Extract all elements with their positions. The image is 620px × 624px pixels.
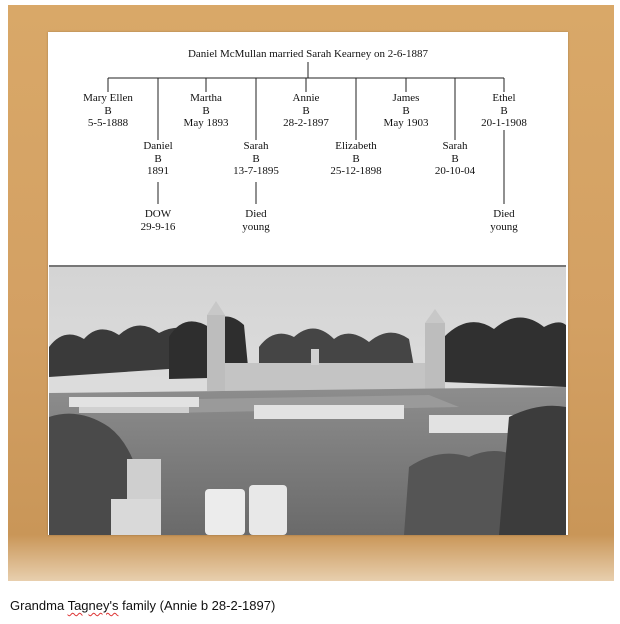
child-sarah-1	[231, 140, 281, 178]
birth-date: 25-12-1898	[330, 165, 382, 177]
birth-date: 28-2-1897	[283, 117, 329, 129]
caption-suffix: family (Annie b 28-2-1897)	[118, 598, 276, 613]
child-name: Martha	[190, 92, 222, 104]
birth-date: May 1903	[383, 117, 429, 129]
child-martha	[182, 92, 231, 130]
note-line: 29-9-16	[140, 220, 176, 233]
caption-prefix: Grandma	[10, 598, 68, 613]
photo-caption	[10, 598, 275, 613]
birth-date: May 1893	[183, 117, 229, 129]
note-line: young	[490, 220, 518, 233]
child-elizabeth	[328, 140, 383, 178]
child-name: Daniel	[143, 140, 173, 152]
note-line: Died	[245, 208, 267, 220]
caption-surname: Tagney's	[67, 598, 119, 613]
memorial-tower-left	[207, 315, 225, 391]
child-name: Sarah	[243, 140, 269, 152]
child-ethel	[479, 92, 529, 130]
birth-date: 20-10-04	[434, 165, 476, 177]
born-marker: B	[104, 104, 112, 117]
birth-date: 5-5-1888	[87, 117, 129, 129]
tree-connectors	[48, 32, 568, 272]
born-marker: B	[352, 152, 360, 165]
born-marker: B	[402, 104, 410, 117]
sarah-died-note	[240, 208, 272, 233]
headstone	[111, 499, 161, 535]
child-mary-ellen	[81, 92, 135, 130]
child-sarah-2	[433, 140, 477, 178]
scrapbook-page	[48, 32, 568, 535]
photo-frame	[8, 5, 614, 581]
born-marker: B	[252, 152, 260, 165]
birth-date: 1891	[146, 165, 169, 177]
tree-root-marriage: Daniel McMullan married Sarah Kearney on 2-6-1887	[187, 48, 429, 60]
cemetery-photo-image	[49, 267, 566, 535]
headstone	[249, 485, 287, 535]
child-name: Mary Ellen	[83, 92, 133, 104]
birth-date: 20-1-1908	[481, 117, 527, 129]
child-name: Ethel	[492, 92, 516, 104]
headstone	[205, 489, 245, 535]
note-line: Died	[493, 208, 515, 220]
child-daniel	[141, 140, 174, 178]
born-marker: B	[451, 152, 459, 165]
note-line: DOW	[144, 208, 172, 220]
child-james	[382, 92, 431, 130]
memorial-wall	[225, 363, 425, 393]
child-name: Annie	[292, 92, 320, 104]
birth-date: 13-7-1895	[233, 165, 279, 177]
born-marker: B	[154, 152, 162, 165]
child-name: Sarah	[442, 140, 468, 152]
family-tree	[48, 32, 568, 272]
child-name: Elizabeth	[335, 140, 377, 152]
born-marker: B	[500, 104, 508, 117]
born-marker: B	[302, 104, 310, 117]
ethel-died-note	[488, 208, 520, 233]
war-cemetery-photo	[49, 265, 566, 535]
child-name: James	[392, 92, 420, 104]
note-line: young	[242, 220, 270, 233]
memorial-tower-right	[425, 323, 445, 393]
headstone	[127, 459, 161, 503]
daniel-dow-note	[139, 208, 178, 233]
born-marker: B	[202, 104, 210, 117]
child-annie	[281, 92, 331, 130]
